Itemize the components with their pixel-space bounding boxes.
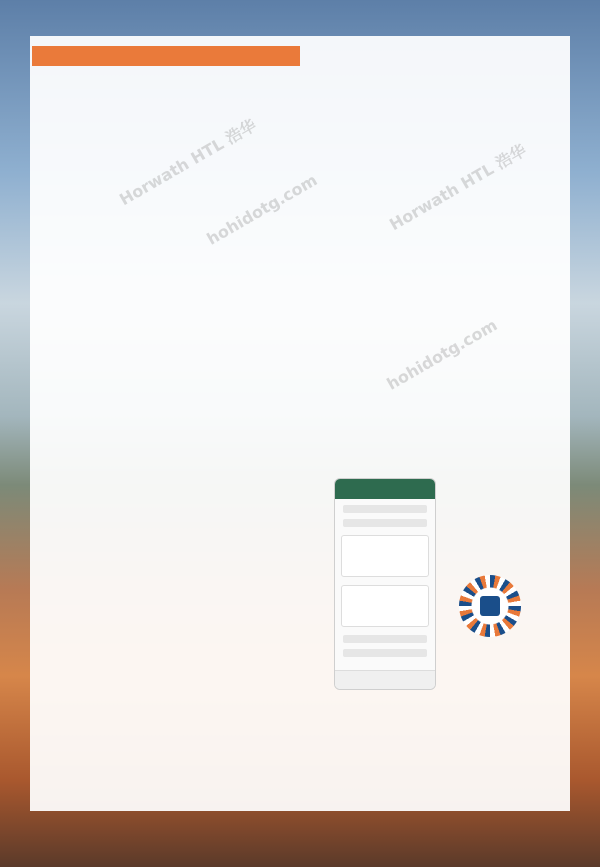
qr-code[interactable] (459, 575, 521, 637)
table-title (32, 46, 300, 66)
qr-center-logo (480, 596, 500, 616)
watermark: Horwath HTL 浩华 (116, 115, 260, 210)
watermark: hohidotg.com (203, 170, 321, 249)
watermark: hohidotg.com (383, 315, 501, 394)
watermark: Horwath HTL 浩华 (386, 140, 530, 235)
sentiment-bar-chart (330, 40, 570, 460)
phone-screenshot (334, 478, 436, 690)
